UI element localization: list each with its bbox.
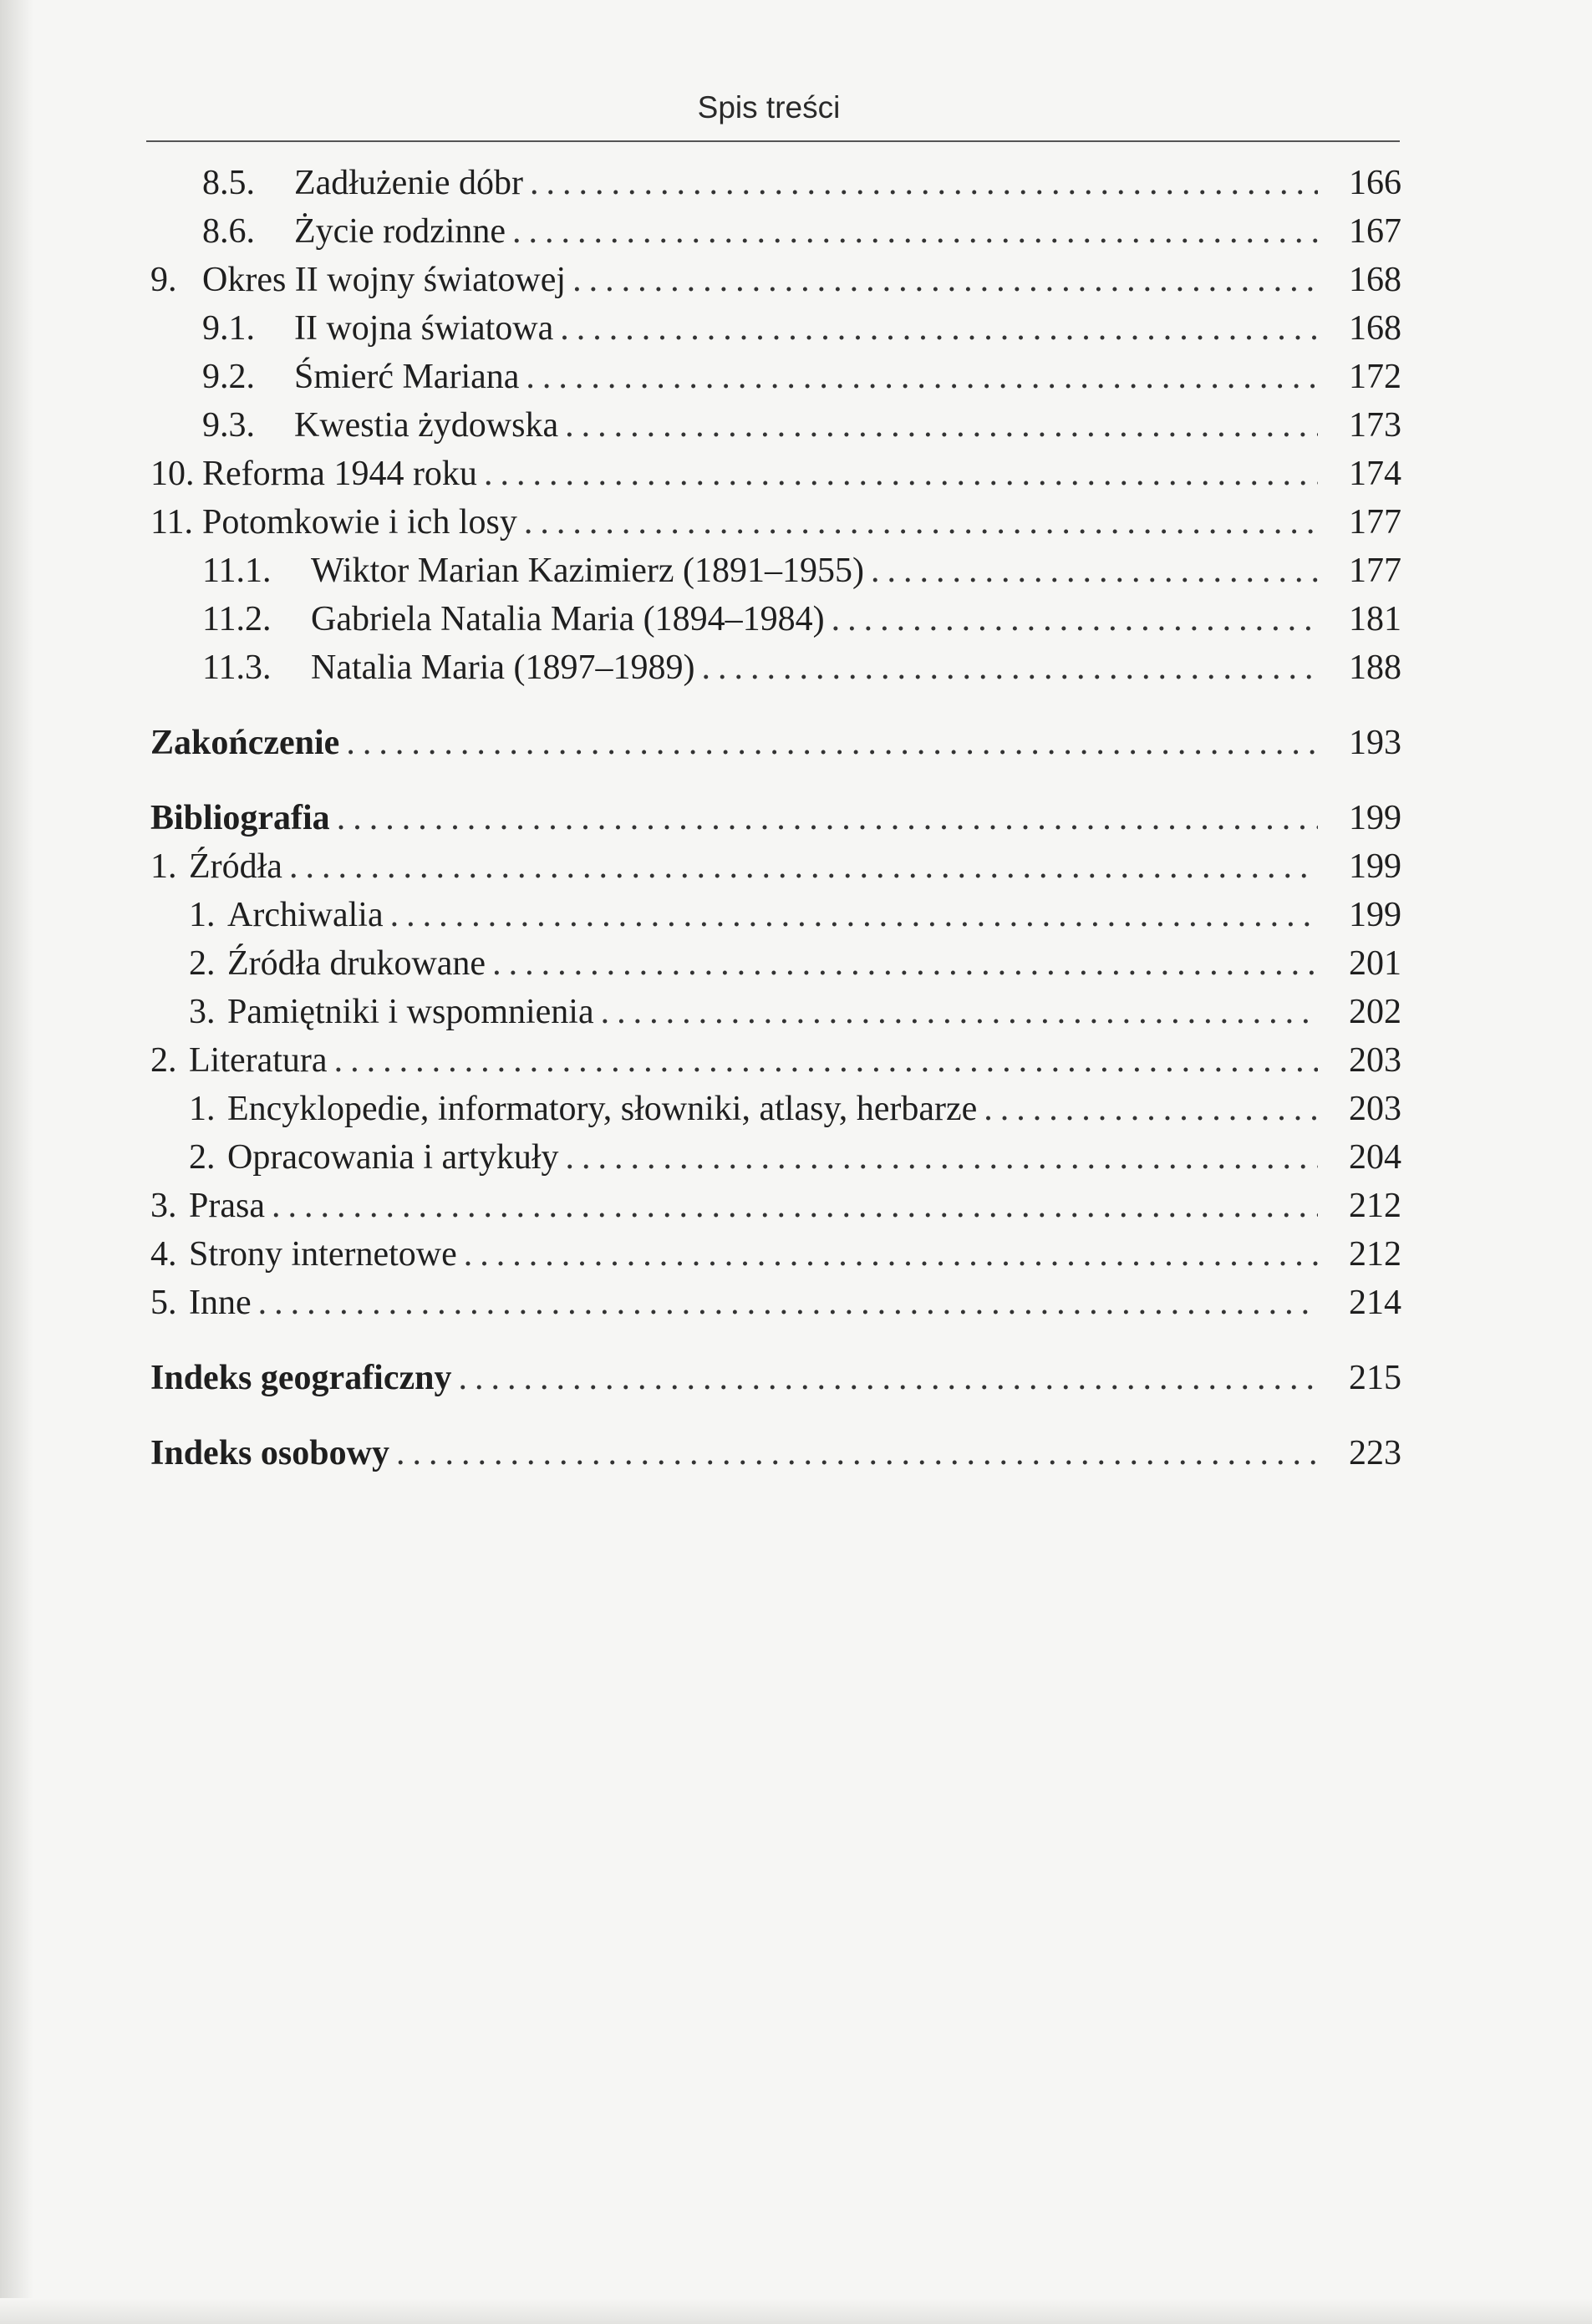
toc-entry[interactable] <box>150 1230 1401 1279</box>
toc-entry-title: Potomkowie i ich losy <box>202 503 517 542</box>
toc-entry-page: 193 <box>1349 724 1401 762</box>
toc-entry-page: 173 <box>1349 406 1401 445</box>
toc-entry-page: 199 <box>1349 896 1401 934</box>
toc-entry-title: Pamiętniki i wspomnienia <box>227 993 594 1031</box>
toc-leader-dots <box>492 939 1318 988</box>
toc-entry-page: 177 <box>1349 552 1401 590</box>
header-rule <box>146 140 1400 142</box>
toc-entry[interactable] <box>150 159 1401 207</box>
toc-entry-title: Zakończenie <box>150 724 340 762</box>
toc-entry-page: 174 <box>1349 455 1401 493</box>
toc-entry-page: 201 <box>1349 944 1401 983</box>
toc-entry[interactable] <box>150 1085 1401 1133</box>
toc-entry-title: Życie rodzinne <box>294 212 506 251</box>
toc-entry-number: 8.5. <box>202 164 255 202</box>
toc-entry-page: 177 <box>1349 503 1401 542</box>
toc-leader-dots <box>512 207 1318 256</box>
toc-entry[interactable] <box>150 547 1401 595</box>
toc-leader-dots <box>530 159 1318 207</box>
toc-entry-page: 168 <box>1349 309 1401 348</box>
toc-leader-dots <box>464 1230 1318 1279</box>
toc-entry[interactable] <box>150 842 1401 891</box>
toc-leader-dots <box>346 719 1318 767</box>
toc-entry-zakonczenie[interactable] <box>150 719 1401 767</box>
toc-entry[interactable] <box>150 256 1401 304</box>
toc-entry-title: Zadłużenie dóbr <box>294 164 524 202</box>
toc-entry-title: Bibliografia <box>150 799 330 837</box>
toc-leader-dots <box>272 1182 1318 1230</box>
toc-entry[interactable] <box>150 1133 1401 1182</box>
running-head: Spis treści <box>697 90 841 125</box>
toc-entry-number: 11.1. <box>202 552 272 590</box>
toc-entry-title: Opracowania i artykuły <box>227 1138 559 1177</box>
toc-entry[interactable] <box>150 1182 1401 1230</box>
toc-entry-page: 203 <box>1349 1090 1401 1128</box>
toc-entry[interactable] <box>150 498 1401 547</box>
toc-entry-page: 202 <box>1349 993 1401 1031</box>
toc-leader-dots <box>702 643 1318 692</box>
toc-entry-title: Kwestia żydowska <box>294 406 559 445</box>
toc-entry-title: Wiktor Marian Kazimierz (1891–1955) <box>311 552 864 590</box>
toc-entry-title: Źródła drukowane <box>227 944 486 983</box>
toc-entry[interactable] <box>150 891 1401 939</box>
toc-entry-page: 181 <box>1349 600 1401 638</box>
toc-entry-title: Indeks geograficzny <box>150 1359 452 1397</box>
toc-entry-number: 9.2. <box>202 358 255 396</box>
toc-entry-title: Reforma 1944 roku <box>202 455 477 493</box>
toc-entry-title: Prasa <box>189 1187 265 1225</box>
toc-entry-page: 203 <box>1349 1041 1401 1080</box>
toc-entry-number: 2. <box>189 944 216 983</box>
toc-leader-dots <box>334 1036 1318 1085</box>
table-of-contents <box>150 159 1401 1477</box>
toc-entry-indeks-geograficzny[interactable] <box>150 1354 1401 1402</box>
toc-entry-title: Źródła <box>189 847 282 886</box>
toc-entry-number: 3. <box>189 993 216 1031</box>
toc-entry-title: Archiwalia <box>227 896 384 934</box>
toc-entry-number: 5. <box>150 1284 177 1322</box>
toc-leader-dots <box>832 595 1318 643</box>
toc-leader-dots <box>396 1429 1318 1477</box>
toc-leader-dots <box>459 1354 1319 1402</box>
toc-entry-title: Okres II wojny światowej <box>202 261 567 299</box>
toc-entry-title: Gabriela Natalia Maria (1894–1984) <box>311 600 825 638</box>
toc-entry-page: 188 <box>1349 648 1401 687</box>
toc-entry-title: Natalia Maria (1897–1989) <box>311 648 695 687</box>
toc-entry-title: Literatura <box>189 1041 328 1080</box>
toc-entry-title: Indeks osobowy <box>150 1434 389 1472</box>
toc-entry-number: 1. <box>189 896 216 934</box>
toc-entry-indeks-osobowy[interactable] <box>150 1429 1401 1477</box>
toc-entry-number: 10. <box>150 455 195 493</box>
toc-entry[interactable] <box>150 353 1401 401</box>
toc-leader-dots <box>565 401 1318 450</box>
toc-entry-number: 3. <box>150 1187 177 1225</box>
toc-entry[interactable] <box>150 643 1401 692</box>
toc-leader-dots <box>526 353 1318 401</box>
toc-leader-dots <box>566 1133 1318 1182</box>
toc-entry[interactable] <box>150 988 1401 1036</box>
toc-entry-number: 11. <box>150 503 193 542</box>
toc-entry-page: 223 <box>1349 1434 1401 1472</box>
toc-entry-number: 9.1. <box>202 309 255 348</box>
toc-entry-number: 9.3. <box>202 406 255 445</box>
toc-entry-number: 1. <box>189 1090 216 1128</box>
toc-leader-dots <box>871 547 1318 595</box>
toc-leader-dots <box>484 450 1318 498</box>
toc-entry-number: 8.6. <box>202 212 255 251</box>
toc-leader-dots <box>289 842 1318 891</box>
toc-entry-page: 167 <box>1349 212 1401 251</box>
toc-entry-title: Śmierć Mariana <box>294 358 520 396</box>
toc-entry[interactable] <box>150 1036 1401 1085</box>
toc-leader-dots <box>601 988 1318 1036</box>
toc-entry-bibliografia[interactable] <box>150 794 1401 842</box>
section-gap <box>150 1327 1401 1354</box>
toc-entry-page: 168 <box>1349 261 1401 299</box>
toc-entry-number: 11.3. <box>202 648 272 687</box>
toc-entry-title: Inne <box>189 1284 252 1322</box>
toc-entry-number: 9. <box>150 261 177 299</box>
toc-leader-dots <box>572 256 1318 304</box>
toc-entry[interactable] <box>150 1279 1401 1327</box>
toc-entry-page: 199 <box>1349 847 1401 886</box>
toc-entry-page: 172 <box>1349 358 1401 396</box>
toc-entry-page: 212 <box>1349 1187 1401 1225</box>
toc-entry[interactable] <box>150 401 1401 450</box>
toc-leader-dots <box>390 891 1318 939</box>
toc-entry[interactable] <box>150 939 1401 988</box>
toc-entry[interactable] <box>150 304 1401 353</box>
toc-entry-number: 4. <box>150 1235 177 1274</box>
section-gap <box>150 1402 1401 1429</box>
toc-entry-number: 11.2. <box>202 600 272 638</box>
page-gutter-shadow <box>0 0 33 2324</box>
toc-leader-dots <box>258 1279 1318 1327</box>
toc-leader-dots <box>984 1085 1318 1133</box>
toc-leader-dots <box>524 498 1318 547</box>
toc-entry[interactable] <box>150 450 1401 498</box>
toc-entry-page: 212 <box>1349 1235 1401 1274</box>
toc-leader-dots <box>560 304 1318 353</box>
section-gap <box>150 692 1401 719</box>
toc-leader-dots <box>337 794 1318 842</box>
toc-entry-page: 215 <box>1349 1359 1401 1397</box>
toc-entry-number: 1. <box>150 847 177 886</box>
toc-entry-page: 204 <box>1349 1138 1401 1177</box>
toc-entry-page: 166 <box>1349 164 1401 202</box>
toc-entry-title: Strony internetowe <box>189 1235 457 1274</box>
toc-entry-page: 199 <box>1349 799 1401 837</box>
toc-entry[interactable] <box>150 595 1401 643</box>
toc-entry[interactable] <box>150 207 1401 256</box>
toc-entry-title: Encyklopedie, informatory, słowniki, atlasy, herbarze <box>227 1090 978 1128</box>
toc-entry-page: 214 <box>1349 1284 1401 1322</box>
toc-entry-number: 2. <box>189 1138 216 1177</box>
toc-entry-title: II wojna światowa <box>294 309 554 348</box>
toc-entry-number: 2. <box>150 1041 177 1080</box>
page-bottom-shadow <box>0 2298 1592 2324</box>
section-gap <box>150 767 1401 794</box>
